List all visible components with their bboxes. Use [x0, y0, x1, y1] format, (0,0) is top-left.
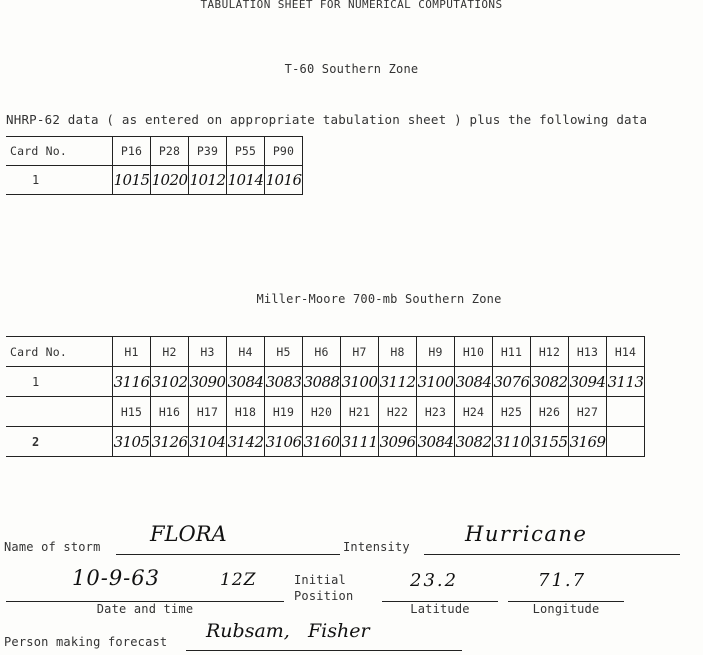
forecaster-value: Rubsam, Fisher	[206, 620, 370, 642]
value-h13: 3094	[569, 367, 607, 397]
table-row	[6, 427, 645, 457]
value-h4: 3084	[227, 367, 265, 397]
storm-name-value: FLORA	[150, 522, 227, 546]
intro-text: NHRP-62 data ( as entered on appropriate tabulation sheet ) plus the following data	[6, 112, 648, 127]
header-h5: H5	[265, 337, 303, 367]
header-h16: H16	[151, 397, 189, 427]
header-p39: P39	[189, 137, 227, 166]
header-h23: H23	[417, 397, 455, 427]
intensity-label: Intensity	[343, 540, 410, 554]
header-h21: H21	[341, 397, 379, 427]
header-h1: H1	[113, 337, 151, 367]
intensity-value: Hurricane	[465, 522, 588, 546]
height-table	[6, 336, 645, 457]
header-h27: H27	[569, 397, 607, 427]
latitude-value: 23.2	[410, 570, 459, 591]
value-h6: 3088	[303, 367, 341, 397]
value-h10: 3084	[455, 367, 493, 397]
value-h26: 3155	[531, 427, 569, 457]
header-p55: P55	[227, 137, 265, 166]
value-h18: 3142	[227, 427, 265, 457]
value-p16: 1015	[113, 166, 151, 195]
header-h6: H6	[303, 337, 341, 367]
table-row	[6, 367, 645, 397]
header-h18: H18	[227, 397, 265, 427]
datetime-caption: Date and time	[96, 602, 194, 616]
value-h19: 3106	[265, 427, 303, 457]
value-h7: 3100	[341, 367, 379, 397]
date-value: 10-9-63	[72, 566, 160, 590]
header-h19: H19	[265, 397, 303, 427]
value-p28: 1020	[151, 166, 189, 195]
value-h24: 3082	[455, 427, 493, 457]
section-title-miller-moore: Miller-Moore 700-mb Southern Zone	[256, 292, 502, 306]
value-p90: 1016	[265, 166, 303, 195]
header-h9: H9	[417, 337, 455, 367]
longitude-caption: Longitude	[532, 602, 600, 616]
initial-label: Initial	[294, 573, 346, 587]
value-h15: 3105	[113, 427, 151, 457]
value-h23: 3084	[417, 427, 455, 457]
value-h21: 3111	[341, 427, 379, 457]
storm-name-label: Name of storm	[4, 540, 101, 554]
header-h10: H10	[455, 337, 493, 367]
header-h13: H13	[569, 337, 607, 367]
time-value: 12Z	[220, 570, 257, 590]
value-h12: 3082	[531, 367, 569, 397]
table-row	[6, 166, 303, 195]
header-p16: P16	[113, 137, 151, 166]
value-p55: 1014	[227, 166, 265, 195]
header-h12: H12	[531, 337, 569, 367]
value-h14: 3113	[607, 367, 645, 397]
card-number: 1	[6, 166, 113, 195]
value-h16: 3126	[151, 427, 189, 457]
header-p90: P90	[265, 137, 303, 166]
value-h8: 3112	[379, 367, 417, 397]
header-h3: H3	[189, 337, 227, 367]
value-h20: 3160	[303, 427, 341, 457]
table-header-row	[6, 337, 645, 367]
header-h20: H20	[303, 397, 341, 427]
header-h22: H22	[379, 397, 417, 427]
header-h15: H15	[113, 397, 151, 427]
header-card-no: Card No.	[6, 137, 113, 166]
longitude-value: 71.7	[538, 570, 587, 591]
header-h7: H7	[341, 337, 379, 367]
header-h8: H8	[379, 337, 417, 367]
header-h17: H17	[189, 397, 227, 427]
value-h22: 3096	[379, 427, 417, 457]
forecaster-label: Person making forecast	[4, 635, 168, 649]
value-h11: 3076	[493, 367, 531, 397]
header-h24: H24	[455, 397, 493, 427]
latitude-caption: Latitude	[410, 602, 470, 616]
value-h2: 3102	[151, 367, 189, 397]
value-h17: 3104	[189, 427, 227, 457]
value-h25: 3110	[493, 427, 531, 457]
header-card-no: Card No.	[6, 337, 113, 367]
header-blank-end	[607, 397, 645, 427]
table-header-row	[6, 137, 303, 166]
value-h9: 3100	[417, 367, 455, 397]
value-h3: 3090	[189, 367, 227, 397]
value-p39: 1012	[189, 166, 227, 195]
header-h25: H25	[493, 397, 531, 427]
card-number: 1	[6, 367, 113, 397]
pressure-table	[6, 136, 303, 195]
header-p28: P28	[151, 137, 189, 166]
header-h2: H2	[151, 337, 189, 367]
value-h5: 3083	[265, 367, 303, 397]
page-title: TABULATION SHEET FOR NUMERICAL COMPUTATIONS	[200, 0, 503, 11]
header-h11: H11	[493, 337, 531, 367]
header-blank	[6, 397, 113, 427]
value-h27: 3169	[569, 427, 607, 457]
header-h4: H4	[227, 337, 265, 367]
position-label: Position	[294, 589, 354, 603]
value-h1: 3116	[113, 367, 151, 397]
value-blank-end	[607, 427, 645, 457]
section-title-t60: T-60 Southern Zone	[284, 62, 419, 76]
card-number: 2	[6, 427, 113, 457]
table-header-row	[6, 397, 645, 427]
header-h14: H14	[607, 337, 645, 367]
header-h26: H26	[531, 397, 569, 427]
